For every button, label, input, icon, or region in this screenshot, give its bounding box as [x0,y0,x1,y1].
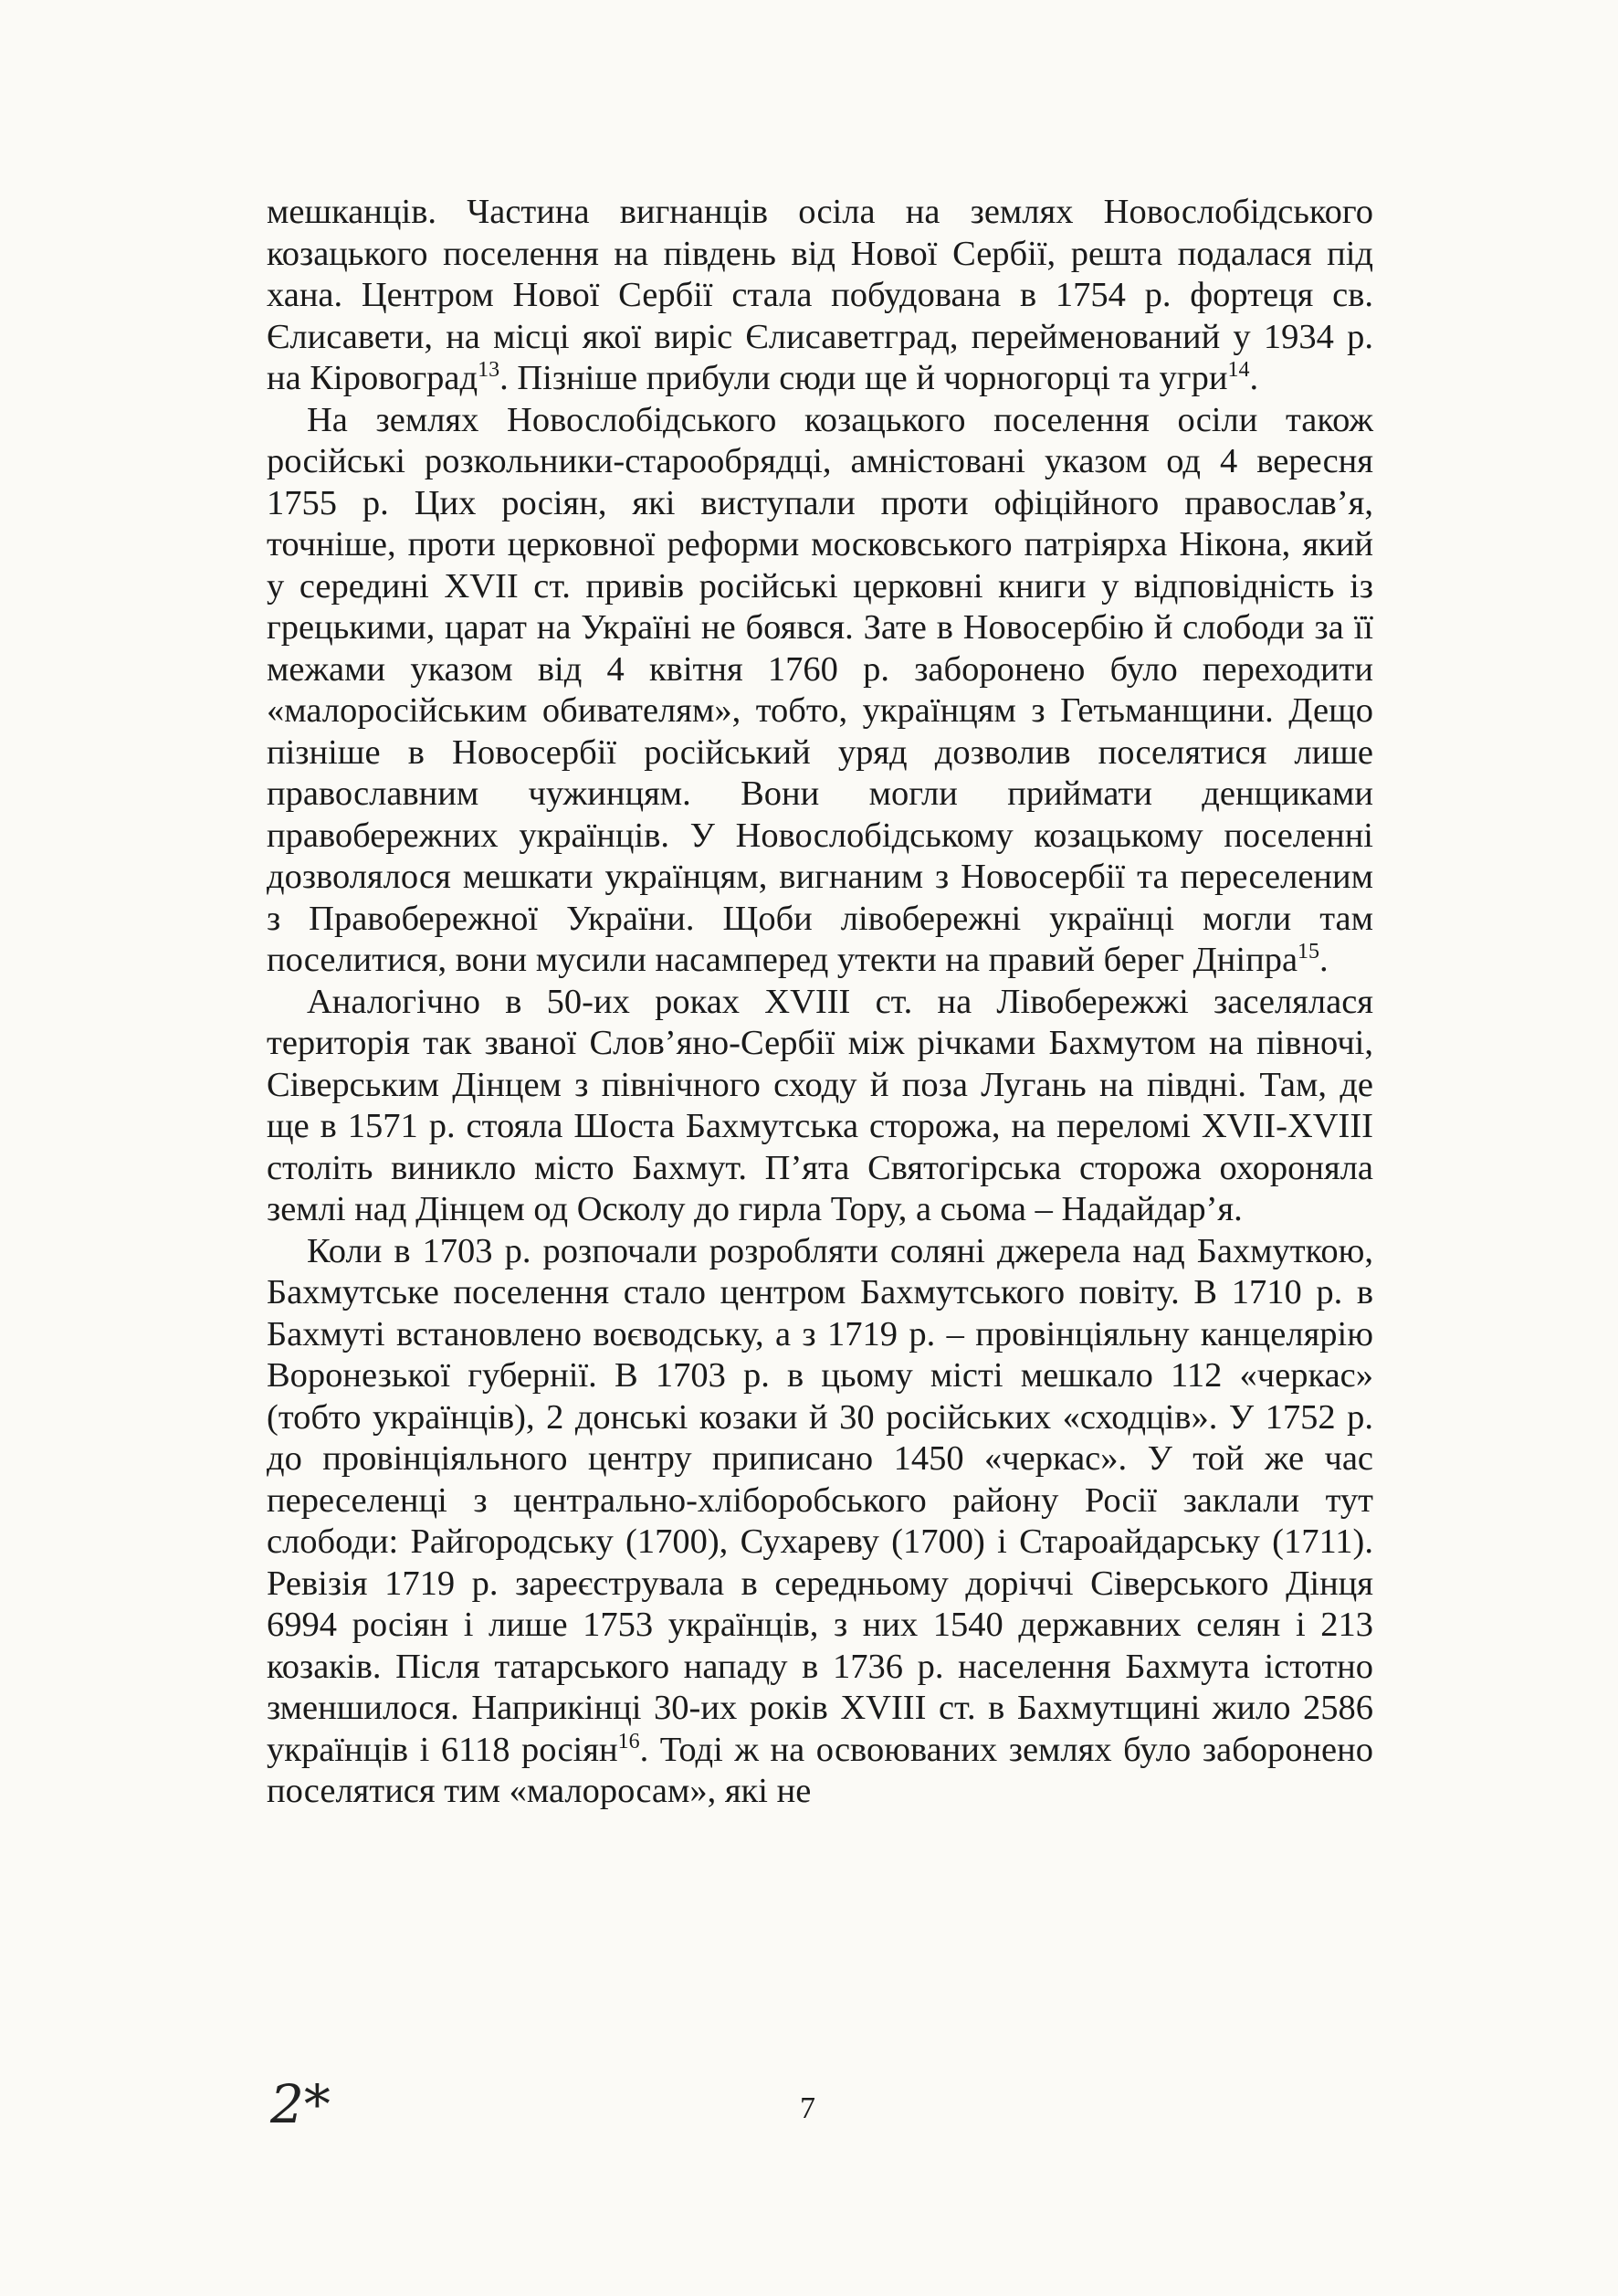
footnote-ref: 15 [1298,940,1320,964]
paragraph-text: Аналогічно в 50-их роках XVIII ст. на Лівобережжі заселялася територія так званої Слов’яно-Сербії між річками Бахмутом на півночі, Сіверським Дінцем з північного сходу й поза Лугань на півдні. Там, де ще в 1571 р. стояла Шоста Бахмутська сторожа, на переломі XVII-XVIII століть виникло місто Бахмут. П’ята Святогірська сторожа охороняла землі над Дінцем од Осколу до гирла Тору, а сьома – Надайдар’я. [267,982,1373,1228]
paragraph [267,982,1373,1231]
paragraph-text: . [1319,941,1329,979]
paragraph [267,192,1373,400]
footnote-ref: 13 [478,358,500,383]
page-number: 7 [800,2091,815,2125]
footnote-ref: 16 [617,1729,640,1754]
footnote-ref: 14 [1227,358,1250,383]
paragraph-text: мешканців. Частина вигнанців осіла на землях Новослобідського козацького поселення на південь від Нової Сербії, решта подалася під хана. Центром Нової Сербії стала побудована в 1754 р. фортеця св. Єлисавети, на місці якої виріс Єлисаветград, перейменований у 1934 р. на Кіровоград [267,193,1373,397]
paragraph-text: Коли в 1703 р. розпочали розробляти соляні джерела над Бахмуткою, Бахмутське поселення стало центром Бахмутського повіту. В 1710 р. в Бахмуті встановлено воєводську, а з 1719 р. – провінціяльну канцелярію Воронезької губернії. В 1703 р. в цьому місті мешкало 112 «черкас» (тобто українців), 2 донські козаки й 30 російських «сходців». У 1752 р. до провінціяльного центру приписано 1450 «черкас». У той же час переселенці з центрально-хліборобського району Росії заклали тут слободи: Райгородську (1700), Сухареву (1700) і Староайдарську (1711). Ревізія 1719 р. зареєструвала в середньому доріччі Сіверського Дінця 6994 росіян і лише 1753 українців, з них 1540 державних селян і 213 козаків. Після татарського нападу в 1736 р. населення Бахмута істотно зменшилося. Наприкінці 30-их років XVIII ст. в Бахмутщині жило 2586 українців і 6118 росіян [267,1231,1373,1769]
body-text [267,192,1373,1813]
paragraph [267,400,1373,982]
paragraph-text: . [1249,359,1259,397]
paragraph [267,1231,1373,1813]
paragraph-text: . Тоді ж на освоюваних землях було заборонено поселятися тим «малоросам», які не [267,1730,1373,1810]
handwritten-sheet-mark: 2* [270,2073,331,2135]
paragraph-text: На землях Новослобідського козацького поселення осіли також російські розкольники-старообрядці, амністовані указом од 4 вересня 1755 р. Цих росіян, які виступали проти офіційного православ’я, точніше, проти церковної реформи московського патріярха Нікона, який у середині XVII ст. привів російські церковні книги у відповідність із грецькими, царат на Україні не боявся. Зате в Новосербію й слободи за її межами указом від 4 квітня 1760 р. заборонено було переходити «малоросійським обивателям», тобто, українцям з Гетьманщини. Дещо пізніше в Новосербії російський уряд дозволив поселятися лише православним чужинцям. Вони могли приймати денщиками правобережних українців. У Новослобідському козацькому поселенні дозволялося мешкати українцям, вигнаним з Новосербії та переселеним з Правобережної України. Щоби лівобережні українці могли там поселитися, вони мусили насамперед утекти на правий берег Дніпра [267,400,1373,979]
paragraph-text: . Пізніше прибули сюди ще й чорногорці та угри [499,359,1228,397]
